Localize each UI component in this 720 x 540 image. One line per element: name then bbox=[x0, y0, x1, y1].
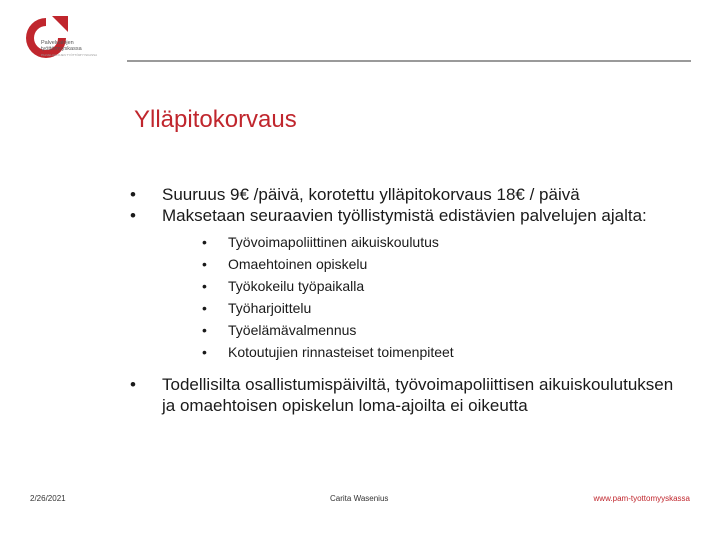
bullet-icon: • bbox=[130, 206, 136, 225]
sub-bullet-item bbox=[202, 319, 690, 341]
bullet-icon: • bbox=[202, 322, 207, 338]
header-divider bbox=[127, 60, 691, 62]
footer-author: Carita Wasenius bbox=[330, 494, 389, 503]
bullet-text: Suuruus 9€ /päivä, korotettu ylläpitokorvaus 18€ / päivä bbox=[162, 185, 580, 204]
sub-bullet-text: Työelämävalmennus bbox=[228, 322, 357, 338]
bullet-item bbox=[130, 374, 690, 416]
logo bbox=[22, 14, 102, 60]
logo-line-2: työttömyyskassa bbox=[41, 46, 82, 52]
bullet-icon: • bbox=[202, 278, 207, 294]
sub-bullet-item bbox=[202, 253, 690, 275]
logo-text bbox=[41, 40, 82, 52]
logo-line-1: Palvelualojen bbox=[41, 40, 74, 46]
slide-content bbox=[130, 184, 690, 416]
bullet-icon: • bbox=[130, 375, 136, 394]
bullet-text: Todellisilta osallistumispäiviltä, työvoimapoliittisen aikuiskoulutuksen ja omaehtoisen opiskelun loma-ajoilta ei oikeutta bbox=[162, 375, 674, 415]
footer-date: 2/26/2021 bbox=[30, 494, 66, 503]
bullet-text: Maksetaan seuraavien työllistymistä edistävien palvelujen ajalta: bbox=[162, 206, 647, 225]
bullet-icon: • bbox=[202, 256, 207, 272]
sub-bullet-item bbox=[202, 297, 690, 319]
bullet-icon: • bbox=[202, 234, 207, 250]
sub-bullet-text: Työkokeilu työpaikalla bbox=[228, 278, 365, 294]
bullet-list bbox=[130, 184, 690, 416]
bullet-item bbox=[130, 184, 690, 205]
slide-title: Ylläpitokorvaus bbox=[134, 106, 297, 133]
sub-bullet-item bbox=[202, 341, 690, 363]
sub-bullet-text: Kotoutujien rinnasteiset toimenpiteet bbox=[228, 344, 454, 360]
sub-bullet-item bbox=[202, 275, 690, 297]
bullet-icon: • bbox=[130, 185, 136, 204]
bullet-item bbox=[130, 205, 690, 363]
bullet-icon: • bbox=[202, 300, 207, 316]
sub-bullet-item bbox=[202, 231, 690, 253]
sub-bullet-list bbox=[162, 231, 690, 363]
sub-bullet-text: Työharjoittelu bbox=[228, 300, 312, 316]
sub-bullet-text: Omaehtoinen opiskelu bbox=[228, 256, 368, 272]
bullet-icon: • bbox=[202, 344, 207, 360]
footer-url[interactable]: www.pam-tyottomyyskassa bbox=[593, 494, 690, 503]
sub-bullet-text: Työvoimapoliittinen aikuiskoulutus bbox=[228, 234, 439, 250]
logo-tagline: PALVELUALOJEN TYÖTTÖMYYSKASSA bbox=[41, 53, 98, 57]
